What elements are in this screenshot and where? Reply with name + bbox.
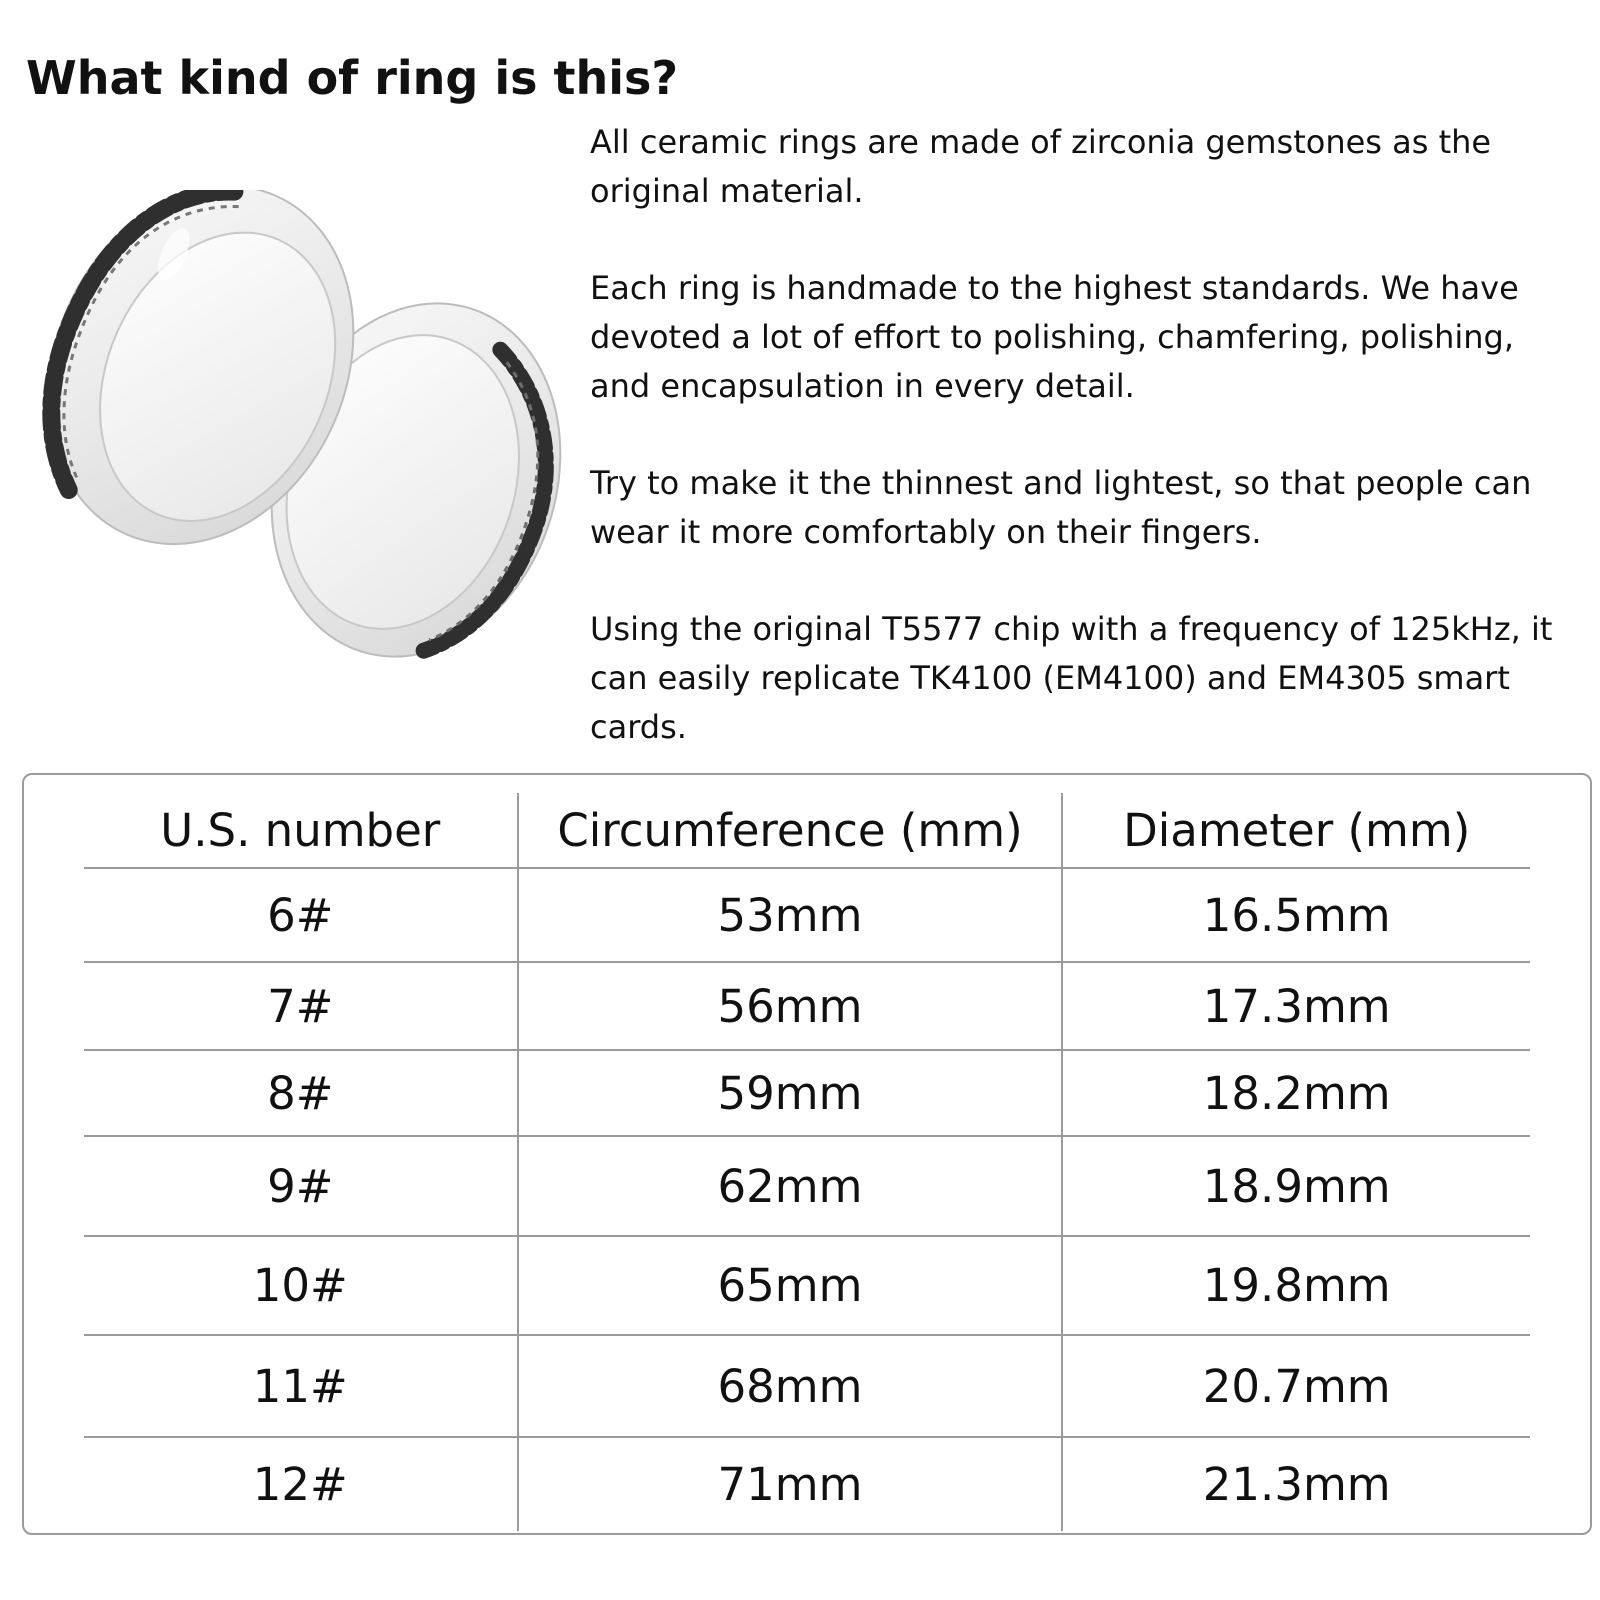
table-row [84, 868, 1530, 962]
size-table [84, 793, 1530, 1531]
diameter-cell: 16.5mm [1062, 868, 1530, 962]
diameter-cell: 18.2mm [1062, 1050, 1530, 1136]
us-number-cell: 11# [84, 1335, 518, 1437]
us-number-cell: 7# [84, 962, 518, 1050]
description [590, 118, 1580, 752]
circumference-cell: 71mm [518, 1437, 1063, 1531]
diameter-cell: 19.8mm [1062, 1236, 1530, 1335]
us-number-cell: 9# [84, 1136, 518, 1236]
diameter-cell: 20.7mm [1062, 1335, 1530, 1437]
size-chart [22, 773, 1592, 1535]
table-row [84, 1236, 1530, 1335]
description-paragraph: Try to make it the thinnest and lightest, so that people can wear it more comfortably on their fingers. [590, 464, 1532, 551]
circumference-cell: 59mm [518, 1050, 1063, 1136]
description-paragraph: Using the original T5577 chip with a frequency of 125kHz, it can easily replicate TK4100 (EM4100) and EM4305 smart cards. [590, 610, 1553, 746]
circumference-cell: 62mm [518, 1136, 1063, 1236]
circumference-cell: 65mm [518, 1236, 1063, 1335]
circumference-cell: 68mm [518, 1335, 1063, 1437]
us-number-cell: 8# [84, 1050, 518, 1136]
us-number-cell: 6# [84, 868, 518, 962]
description-paragraph: Each ring is handmade to the highest standards. We have devoted a lot of effort to polishing, chamfering, polishing, and encapsulation in every detail. [590, 269, 1519, 405]
table-row [84, 1136, 1530, 1236]
table-header-row [84, 793, 1530, 868]
us-number-cell: 12# [84, 1437, 518, 1531]
circumference-cell: 56mm [518, 962, 1063, 1050]
page-title: What kind of ring is this? [26, 51, 679, 105]
column-header-circumference: Circumference (mm) [518, 793, 1063, 868]
table-row [84, 1050, 1530, 1136]
diameter-cell: 17.3mm [1062, 962, 1530, 1050]
diameter-cell: 18.9mm [1062, 1136, 1530, 1236]
column-header-diameter: Diameter (mm) [1062, 793, 1530, 868]
diameter-cell: 21.3mm [1202, 1458, 1391, 1511]
table-row [84, 1437, 1530, 1531]
circumference-cell: 53mm [518, 868, 1063, 962]
description-paragraph: All ceramic rings are made of zirconia gemstones as the original material. [590, 123, 1492, 210]
table-row [84, 962, 1530, 1050]
ceramic-rings-photo [36, 190, 576, 670]
table-row [84, 1335, 1530, 1437]
us-number-cell: 10# [84, 1236, 518, 1335]
column-header-us-number: U.S. number [84, 793, 518, 868]
